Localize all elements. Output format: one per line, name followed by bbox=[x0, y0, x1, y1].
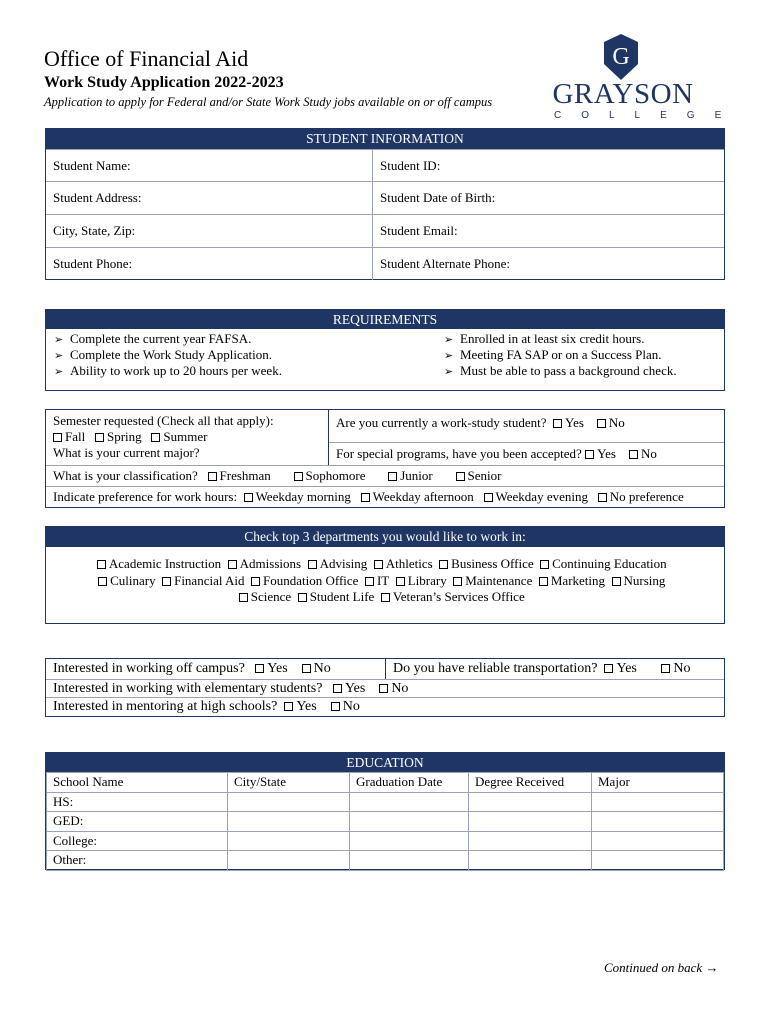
form-tagline: Application to apply for Federal and/or State Work Study jobs available on or off campus bbox=[44, 95, 493, 109]
transport-yes-checkbox[interactable] bbox=[604, 664, 613, 673]
mentoring-question: Interested in mentoring at high schools? bbox=[53, 699, 278, 714]
student-info-row bbox=[46, 149, 724, 181]
off-campus-yes-checkbox[interactable] bbox=[255, 664, 264, 673]
department-label: Athletics bbox=[385, 556, 433, 571]
requirement-text: Enrolled in at least six credit hours. bbox=[460, 331, 645, 346]
arrow-bullet-icon: ➢ bbox=[444, 350, 454, 362]
education-cell[interactable] bbox=[592, 792, 724, 812]
requirement-text: Complete the Work Study Application. bbox=[70, 347, 273, 362]
transport-no-checkbox[interactable] bbox=[661, 664, 670, 673]
student-info-row bbox=[46, 214, 724, 247]
department-checkbox[interactable] bbox=[439, 560, 448, 569]
education-cell[interactable] bbox=[350, 831, 469, 851]
department-label: Culinary bbox=[110, 572, 156, 588]
education-row-label[interactable]: HS: bbox=[47, 792, 228, 812]
hours-option-label: Weekday afternoon bbox=[372, 489, 474, 504]
section-header: STUDENT INFORMATION bbox=[46, 129, 724, 149]
class-option-label: Senior bbox=[467, 468, 502, 483]
department-label: Continuing Education bbox=[552, 556, 667, 571]
department-label: Science bbox=[250, 589, 292, 604]
department-label: Library bbox=[407, 572, 447, 588]
major-question: What is your current major? bbox=[53, 445, 200, 460]
department-label: Academic Instruction bbox=[108, 556, 222, 571]
requirement-text: Meeting FA SAP or on a Success Plan. bbox=[460, 347, 662, 362]
department-label: IT bbox=[376, 572, 390, 588]
student-info-field-left[interactable]: Student Phone: bbox=[46, 248, 373, 280]
education-column-header: City/State bbox=[228, 773, 350, 793]
education-column-header: Graduation Date bbox=[350, 773, 469, 793]
requirement-text: Ability to work up to 20 hours per week. bbox=[70, 363, 282, 378]
no-label: No bbox=[391, 681, 409, 696]
department-checkbox[interactable] bbox=[539, 577, 548, 586]
department-label: Marketing bbox=[550, 572, 606, 588]
semester-label: Semester requested (Check all that apply): bbox=[53, 413, 274, 428]
arrow-right-icon: → bbox=[705, 960, 719, 975]
education-column-header: Major bbox=[592, 773, 724, 793]
elementary-no-checkbox[interactable] bbox=[379, 684, 388, 693]
current-ws-no-checkbox[interactable] bbox=[597, 419, 606, 428]
department-checkbox[interactable] bbox=[98, 577, 107, 586]
form-subtitle: Work Study Application 2022-2023 bbox=[44, 74, 284, 91]
special-programs-question: For special programs, have you been accepted? bbox=[336, 446, 582, 461]
department-checkbox[interactable] bbox=[162, 577, 171, 586]
no-label: No bbox=[608, 415, 625, 430]
education-row bbox=[47, 792, 724, 812]
student-info-row bbox=[46, 181, 724, 214]
education-cell[interactable] bbox=[228, 812, 350, 832]
hours-option-checkbox[interactable] bbox=[598, 493, 607, 502]
class-sophomore-checkbox[interactable] bbox=[294, 472, 303, 481]
student-info-field-left[interactable]: Student Address: bbox=[46, 182, 373, 214]
department-label: Foundation Office bbox=[263, 572, 359, 588]
logo-letter: G bbox=[612, 44, 630, 70]
education-row bbox=[47, 812, 724, 832]
semester-option-label: Fall bbox=[65, 429, 86, 444]
department-checkbox[interactable] bbox=[381, 593, 390, 602]
grayson-college-logo bbox=[548, 32, 742, 124]
department-label: Advising bbox=[319, 556, 368, 571]
student-info-row bbox=[46, 247, 724, 280]
special-no-checkbox[interactable] bbox=[629, 450, 638, 459]
department-checkbox[interactable] bbox=[396, 577, 405, 586]
no-label: No bbox=[641, 446, 657, 461]
yes-label: Yes bbox=[296, 699, 317, 714]
requirement-item bbox=[54, 363, 438, 379]
student-info-field-right[interactable]: Student Email: bbox=[380, 223, 458, 238]
section-header: EDUCATION bbox=[46, 753, 724, 772]
student-information-section bbox=[45, 128, 725, 280]
requirement-item bbox=[444, 363, 724, 379]
education-cell[interactable] bbox=[350, 851, 469, 871]
department-checkbox[interactable] bbox=[228, 560, 237, 569]
mentoring-yes-checkbox[interactable] bbox=[284, 702, 293, 711]
arrow-bullet-icon: ➢ bbox=[444, 366, 454, 378]
department-checkbox[interactable] bbox=[540, 560, 549, 569]
no-label: No bbox=[313, 661, 331, 676]
department-label: Financial Aid bbox=[174, 572, 245, 588]
education-row-label[interactable]: College: bbox=[47, 831, 228, 851]
education-cell[interactable] bbox=[469, 792, 592, 812]
yes-label: Yes bbox=[344, 681, 366, 696]
yes-label: Yes bbox=[267, 661, 288, 676]
semester-fall-checkbox[interactable] bbox=[53, 433, 62, 442]
continued-on-back bbox=[604, 960, 718, 976]
education-cell[interactable] bbox=[469, 851, 592, 871]
department-checkbox[interactable] bbox=[251, 577, 260, 586]
education-cell[interactable] bbox=[228, 792, 350, 812]
shield-logo-icon bbox=[604, 34, 638, 80]
department-label: Business Office bbox=[451, 556, 534, 571]
semester-summer-checkbox[interactable] bbox=[151, 433, 160, 442]
class-option-label: Junior bbox=[400, 468, 433, 483]
education-column-header: School Name bbox=[47, 773, 228, 793]
requirement-item bbox=[54, 331, 438, 347]
student-info-field-left[interactable]: City, State, Zip: bbox=[46, 215, 373, 247]
arrow-bullet-icon: ➢ bbox=[54, 334, 64, 346]
elementary-question: Interested in working with elementary students? bbox=[53, 681, 323, 696]
education-cell[interactable] bbox=[592, 851, 724, 871]
no-label: No bbox=[342, 699, 360, 714]
no-label: No bbox=[673, 661, 691, 676]
semester-section bbox=[45, 409, 725, 508]
department-label: Admissions bbox=[239, 556, 302, 571]
student-info-field-right[interactable]: Student ID: bbox=[380, 157, 441, 173]
class-option-label: Sophomore bbox=[305, 468, 366, 483]
department-checkbox[interactable] bbox=[365, 577, 374, 586]
department-label: Maintenance bbox=[465, 572, 533, 588]
arrow-bullet-icon: ➢ bbox=[54, 350, 64, 362]
education-cell[interactable] bbox=[350, 812, 469, 832]
semester-option-label: Spring bbox=[106, 429, 142, 444]
education-cell[interactable] bbox=[228, 831, 350, 851]
hours-option-checkbox[interactable] bbox=[244, 493, 253, 502]
mentoring-no-checkbox[interactable] bbox=[331, 702, 340, 711]
requirements-right-list bbox=[438, 331, 724, 379]
requirement-text: Must be able to pass a background check. bbox=[460, 363, 677, 378]
requirement-text: Complete the current year FAFSA. bbox=[70, 331, 252, 346]
requirement-item bbox=[444, 347, 724, 363]
department-checkbox[interactable] bbox=[239, 593, 248, 602]
education-cell[interactable] bbox=[592, 831, 724, 851]
semester-option-label: Summer bbox=[163, 429, 208, 444]
current-work-study-question: Are you currently a work-study student? bbox=[336, 415, 547, 430]
continued-text: Continued on back bbox=[604, 960, 703, 975]
section-header: Check top 3 departments you would like to work in: bbox=[46, 527, 724, 547]
education-cell[interactable] bbox=[592, 812, 724, 832]
semester-spring-checkbox[interactable] bbox=[95, 433, 104, 442]
education-row-label[interactable]: GED: bbox=[47, 812, 228, 832]
hours-option-label: No preference bbox=[609, 489, 684, 504]
education-section bbox=[45, 752, 725, 870]
department-checkbox[interactable] bbox=[453, 577, 462, 586]
class-freshman-checkbox[interactable] bbox=[208, 472, 217, 481]
department-checkbox[interactable] bbox=[97, 560, 106, 569]
current-ws-yes-checkbox[interactable] bbox=[553, 419, 562, 428]
logo-brand: GRAYSON bbox=[552, 78, 694, 110]
department-checkbox[interactable] bbox=[308, 560, 317, 569]
class-junior-checkbox[interactable] bbox=[388, 472, 397, 481]
requirement-item bbox=[54, 347, 438, 363]
off-campus-no-checkbox[interactable] bbox=[302, 664, 311, 673]
education-cell[interactable] bbox=[469, 831, 592, 851]
requirement-item bbox=[444, 331, 724, 347]
student-info-field-right[interactable]: Student Date of Birth: bbox=[380, 190, 496, 205]
education-column-header: Degree Received bbox=[469, 773, 592, 793]
department-label: Nursing bbox=[623, 572, 666, 588]
student-info-field-left[interactable]: Student Name: bbox=[46, 150, 373, 181]
education-row bbox=[47, 831, 724, 851]
arrow-bullet-icon: ➢ bbox=[444, 334, 454, 346]
education-table bbox=[46, 772, 724, 871]
hours-option-label: Weekday evening bbox=[495, 489, 588, 504]
yes-label: Yes bbox=[616, 661, 637, 676]
education-cell[interactable] bbox=[469, 812, 592, 832]
requirements-section bbox=[45, 309, 725, 391]
arrow-bullet-icon: ➢ bbox=[54, 366, 64, 378]
class-senior-checkbox[interactable] bbox=[456, 472, 465, 481]
department-checkbox[interactable] bbox=[374, 560, 383, 569]
education-header-row bbox=[47, 773, 724, 793]
logo-sub: COLLEGE bbox=[554, 110, 742, 121]
special-yes-checkbox[interactable] bbox=[585, 450, 594, 459]
education-cell[interactable] bbox=[350, 792, 469, 812]
student-info-field-right[interactable]: Student Alternate Phone: bbox=[380, 256, 510, 271]
department-label: Veteran’s Services Office bbox=[392, 589, 525, 604]
interests-section bbox=[45, 658, 725, 717]
departments-section bbox=[45, 526, 725, 624]
department-label: Student Life bbox=[309, 589, 375, 604]
hours-option-checkbox[interactable] bbox=[361, 493, 370, 502]
education-row-label[interactable]: Other: bbox=[47, 851, 228, 871]
hours-option-checkbox[interactable] bbox=[484, 493, 493, 502]
requirements-left-list bbox=[46, 331, 438, 379]
work-hours-question: Indicate preference for work hours: bbox=[53, 489, 238, 504]
education-row bbox=[47, 851, 724, 871]
elementary-yes-checkbox[interactable] bbox=[333, 684, 342, 693]
department-checkbox[interactable] bbox=[612, 577, 621, 586]
section-header: REQUIREMENTS bbox=[46, 310, 724, 329]
class-option-label: Freshman bbox=[219, 468, 271, 483]
page-title: Office of Financial Aid bbox=[44, 46, 249, 71]
hours-option-label: Weekday morning bbox=[255, 489, 351, 504]
off-campus-question: Interested in working off campus? bbox=[53, 661, 245, 676]
department-checkbox[interactable] bbox=[298, 593, 307, 602]
education-cell[interactable] bbox=[228, 851, 350, 871]
yes-label: Yes bbox=[564, 415, 584, 430]
transportation-question: Do you have reliable transportation? bbox=[393, 661, 598, 676]
yes-label: Yes bbox=[597, 446, 616, 461]
classification-question: What is your classification? bbox=[53, 468, 198, 483]
